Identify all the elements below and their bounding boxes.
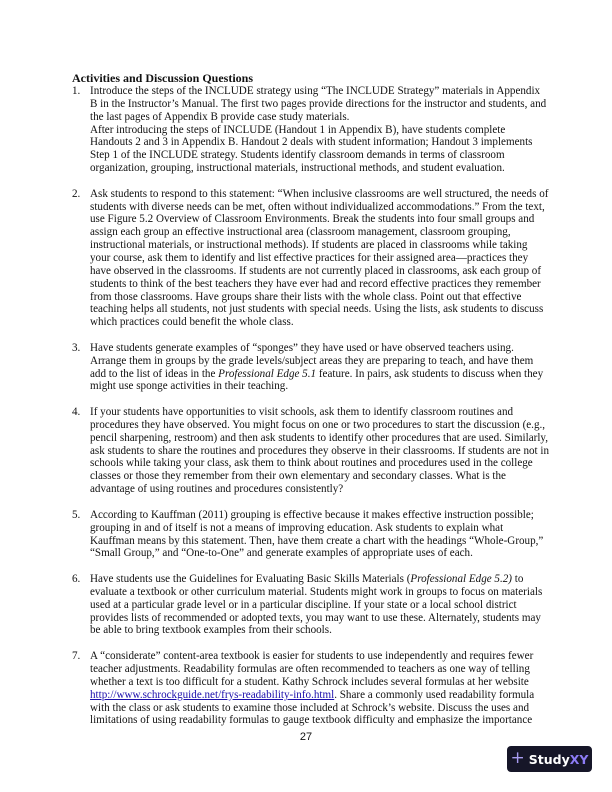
list-item <box>72 509 550 560</box>
studyxy-badge[interactable] <box>507 746 592 772</box>
text-segment: Have students use the Guidelines for Evaluating Basic Skills Materials ( <box>90 573 411 586</box>
italic-reference: Professional Edge 5.2) <box>410 573 512 586</box>
brand-main: Study <box>528 751 570 767</box>
item-number: 5. <box>72 508 81 521</box>
schrock-website-link[interactable]: http://www.schrockguide.net/frys-readability-info.html <box>90 688 335 701</box>
item-paragraph <box>90 650 550 727</box>
item-paragraph: Ask students to respond to this statement: “When inclusive classrooms are well structured, the needs of students with diverse needs can be met, often without individualized accommodations.” From the text, use Figure 5.2 Overview of Classroom Environments. Break the students into four small groups and assign each group an effective instructional area (classroom management, classroom grouping, instructional materials, or instructional methods). If students are placed in classrooms while taking your course, ask them to identify and list effective practices for their assigned area—practices they have observed in the classrooms. If students are not currently placed in classrooms, ask each group of students to think of the best teachers they have ever had and record effective practices they remember from those classrooms. Have groups share their lists with the whole class. Point out that effective teaching helps all students, not just students with special needs. Using the lists, ask students to discuss which practices could benefit the whole class. <box>90 187 549 329</box>
page-number: 27 <box>299 731 313 743</box>
text-segment: Have students generate examples of “sponges” they have used or have observed teachers using. Arrange them in groups by the grade levels/subject areas they are preparing to teach, and have them add to the list of ideas in the <box>90 341 534 380</box>
text-segment: . Share a commonly used readability formula with the class or ask students to examine those included at Schrock’s website. Discuss the uses and limitations of using readability formulas to gauge textbook difficulty and emphasize the importance <box>90 688 535 727</box>
plus-icon: + <box>510 747 525 768</box>
brand-accent: XY <box>569 751 589 767</box>
list-item <box>72 188 550 329</box>
item-number: 4. <box>72 406 81 419</box>
item-number: 1. <box>72 85 81 97</box>
item-paragraph <box>90 573 550 637</box>
text-segment: feature. In pairs, ask students to discuss when they might use sponge activities in their teaching. <box>90 367 544 393</box>
item-paragraph: If your students have opportunities to visit schools, ask them to identify classroom routines and procedures they have observed. You might focus on one or two procedures to start the discussion (e.g., pencil sharpening, restroom) and then ask students to identify other procedures that are used. Similarly, ask students to share the routines and procedures they observe in their classrooms. If students are not in schools while taking your class, ask them to think about routines and procedures used in the college classes or those they remember from their own elementary and secondary classes. What is the advantage of using routines and procedures consistently? <box>90 406 550 496</box>
brand-name <box>529 752 589 767</box>
item-number: 2. <box>72 187 81 200</box>
question-list <box>72 85 550 727</box>
item-paragraph: According to Kauffman (2011) grouping is effective because it makes effective instruction possible; grouping in and of itself is not a means of improving education. Ask students to explain what Kauffman means by this statement. Then, have them create a chart with the headings “Whole-Group,” “Small Group,” and “One-to-One” and generate examples of appropriate uses of each. <box>90 508 544 560</box>
list-item <box>72 85 550 175</box>
item-paragraph <box>90 342 550 393</box>
italic-reference: Professional Edge 5.1 <box>218 367 317 380</box>
item-number: 7. <box>72 650 81 663</box>
item-paragraph: After introducing the steps of INCLUDE (Handout 1 in Appendix B), have students complete Handouts 2 and 3 in Appendix B. Handout 2 deals with student information; Handout 3 implements Step 1 of the INCLUDE strategy. Students identify classroom demands in terms of classroom organization, grouping, instructional materials, instructional methods, and student evaluation. <box>90 123 533 175</box>
list-item <box>72 650 550 727</box>
section-heading: Activities and Discussion Questions <box>72 71 254 85</box>
list-item <box>72 342 550 393</box>
item-number: 3. <box>72 341 81 354</box>
list-item <box>72 406 550 496</box>
text-segment: to evaluate a textbook or other curriculum material. Students might work in groups to focus on materials used at a particular grade level or in a particular discipline. If your state or a local school district provides lists of recommended or adopted texts, you may want to use these. Alternately, students may be able to bring textbook examples from their schools. <box>90 573 543 637</box>
item-paragraph: Introduce the steps of the INCLUDE strategy using “The INCLUDE Strategy” materials in Appendix B in the Instructor’s Manual. The first two pages provide directions for the instructor and students, and the last pages of Appendix B provide case study materials. <box>90 85 547 123</box>
text-segment: A “considerate” content-area textbook is easier for students to use independently and requires fewer teacher adjustments. Readability formulas are often recommended to teachers as one way of telling whether a text is too difficult for a student. Kathy Schrock includes several formulas at her website <box>90 650 534 688</box>
document-page <box>72 72 550 740</box>
list-item <box>72 573 550 637</box>
item-number: 6. <box>72 573 81 586</box>
